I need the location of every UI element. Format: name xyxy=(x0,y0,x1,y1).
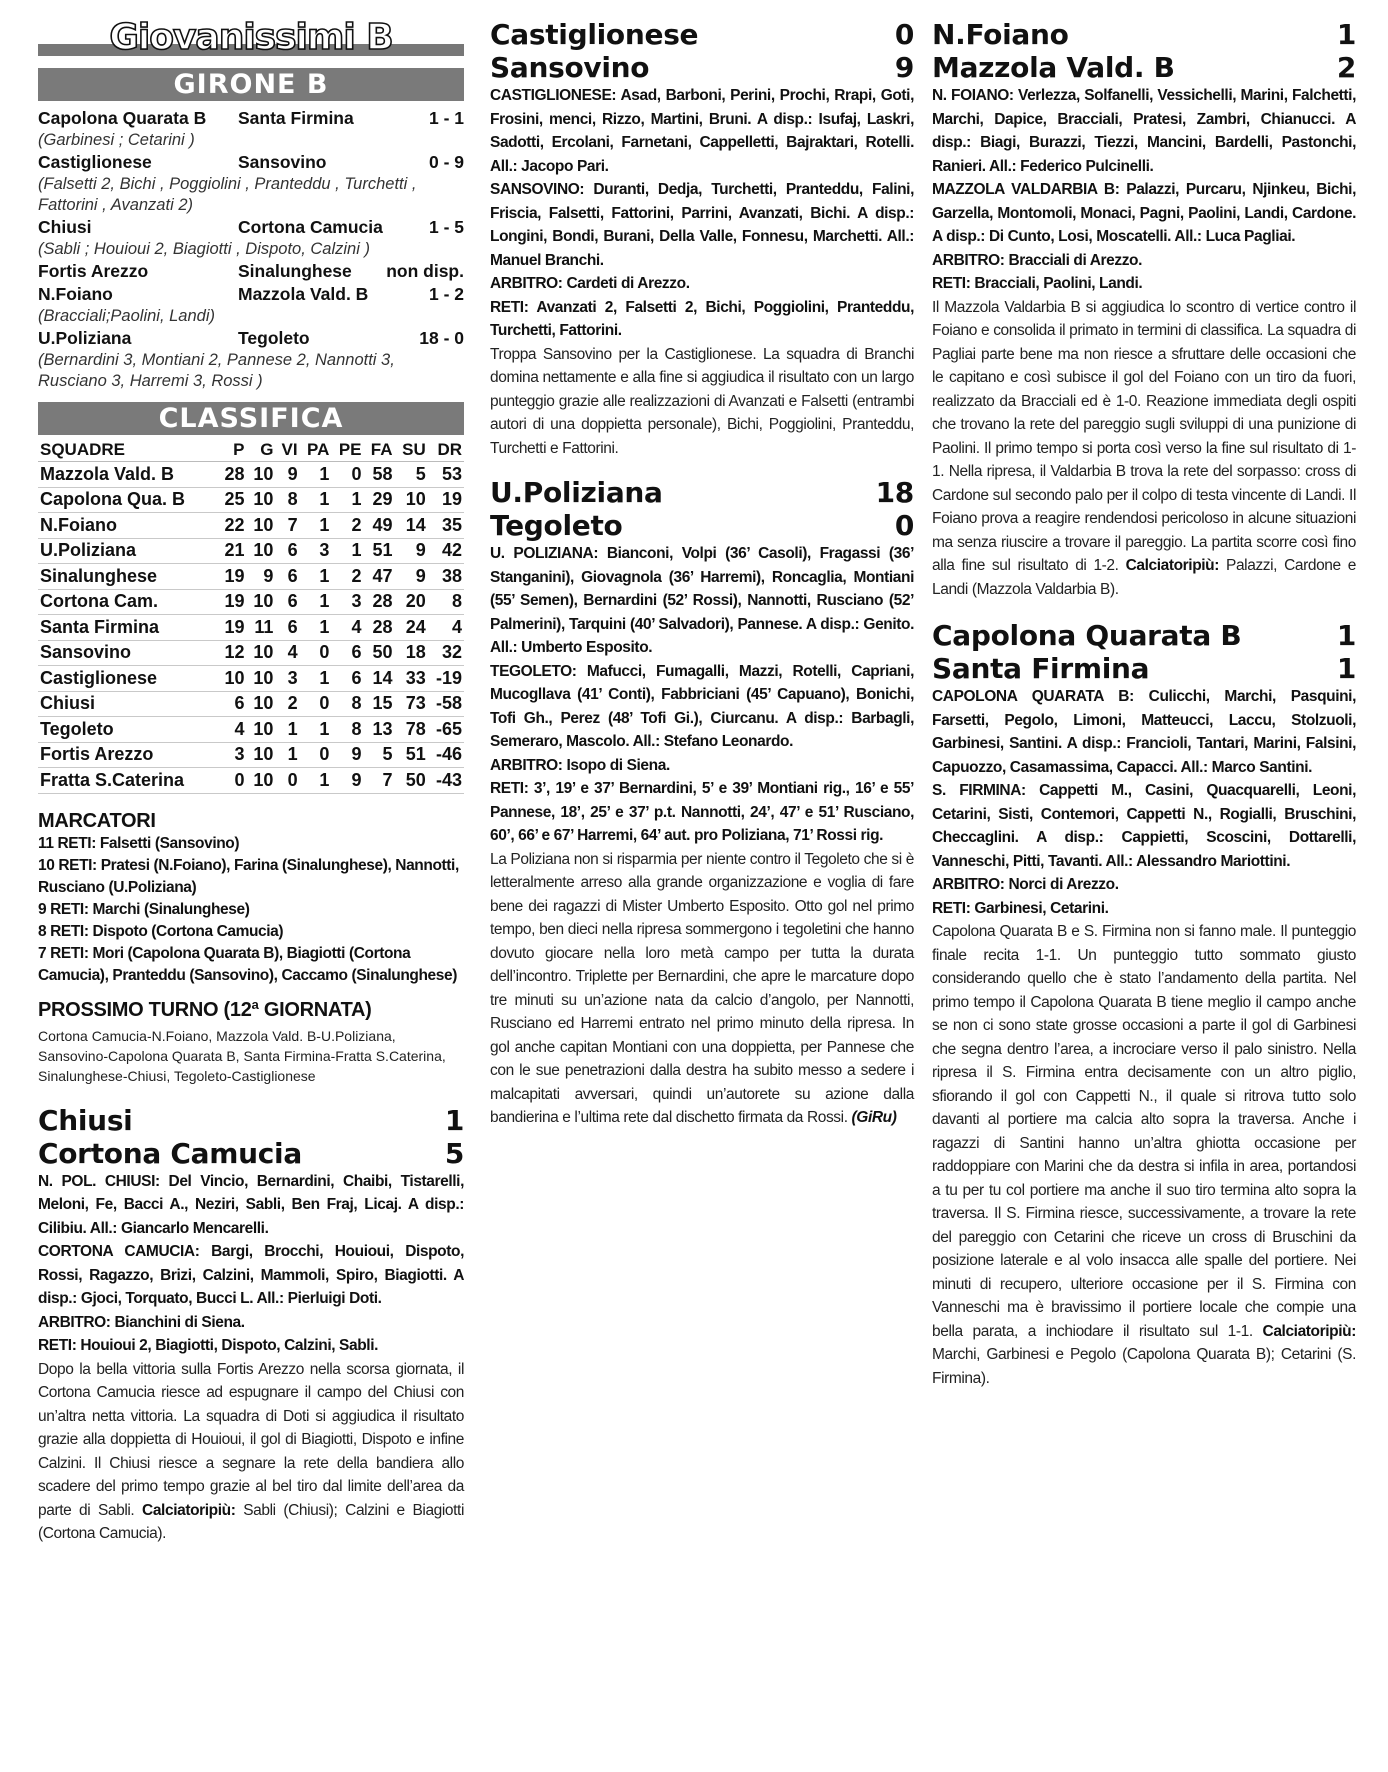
team-cell: Capolona Qua. B xyxy=(38,487,218,513)
result-item: U.Poliziana Tegoleto 18 - 0 (Bernardini 3, Montiani 2, Pannese 2, Nannotti 3, Rusciano 3, Harremi 3, Rossi ) xyxy=(38,328,464,390)
stat-cell: 58 xyxy=(364,462,395,488)
section-title: Giovanissimi B xyxy=(38,18,464,58)
stat-cell: 19 xyxy=(428,487,464,513)
stat-cell: 21 xyxy=(218,538,247,564)
stat-cell: 1 xyxy=(275,717,299,743)
team-cell: Cortona Cam. xyxy=(38,589,218,615)
team-cell: Mazzola Vald. B xyxy=(38,462,218,488)
referee: ARBITRO: Norci di Arezzo. xyxy=(932,876,1119,893)
stat-cell: 28 xyxy=(364,615,395,641)
stat-cell: 11 xyxy=(246,615,275,641)
stat-cell: 6 xyxy=(275,589,299,615)
referee: ARBITRO: Bianchini di Siena. xyxy=(38,1313,245,1331)
stat-cell: 0 xyxy=(275,768,299,794)
column-middle xyxy=(490,18,914,1130)
match-report-capolona xyxy=(932,619,1356,1390)
goals: RETI: Garbinesi, Cetarini. xyxy=(932,899,1109,917)
goals: RETI: Bracciali, Paolini, Landi. xyxy=(932,275,1143,292)
match-line-away: Santa Firmina 1 xyxy=(932,652,1356,685)
stat-cell: 4 xyxy=(428,615,464,641)
stat-cell: 53 xyxy=(428,462,464,488)
match-line-home: Chiusi 1 xyxy=(38,1103,464,1137)
stat-cell: 19 xyxy=(218,615,247,641)
stat-cell: 6 xyxy=(275,564,299,590)
stat-cell: 29 xyxy=(364,487,395,513)
home-lineup: N. FOIANO: Verlezza, Solfanelli, Vessichelli, Marini, Falchetti, Marchi, Dapice, Bracciali, Pratesi, Zambri, Chianucci. A disp.: Biagi, Burazzi, Tiezzi, Mancini, Bardelli, Pastonchi, Ranieri. All.: Federico Pulcinelli. xyxy=(932,87,1356,175)
away-lineup: S. FIRMINA: Cappetti M., Casini, Quacquarelli, Leoni, Cetarini, Sisti, Contemori, Cappetti N., Rogialli, Bruschini, Checcaglini. A disp.: Cappietti, Scoscini, Dottarelli, Vanneschi, Pitti, Tavanti. All.: Alessandro Mariottini. xyxy=(932,782,1356,870)
stat-cell: 9 xyxy=(246,564,275,590)
stat-cell: -58 xyxy=(428,691,464,717)
list-item: 11 RETI: Falsetti (Sansovino) xyxy=(38,834,240,852)
stat-cell: 9 xyxy=(395,538,428,564)
stat-cell: 0 xyxy=(300,640,332,666)
match-report-poliziana xyxy=(490,476,914,1130)
stat-cell: 22 xyxy=(218,513,247,539)
stat-cell: 19 xyxy=(218,589,247,615)
stat-cell: 35 xyxy=(428,513,464,539)
team-cell: U.Poliziana xyxy=(38,538,218,564)
home-lineup: CASTIGLIONESE: Asad, Barboni, Perini, Prochi, Rrapi, Goti, Frosini, menci, Rizzo, Martini, Bruni. A disp.: Isufaj, Laskri, Sadotti, Ercolani, Farnetani, Cappelletti, Bajraktari, Rotelli. All.: Jacopo Pari. xyxy=(490,87,914,175)
match-report-chiusi xyxy=(38,1104,464,1546)
team-cell: Fortis Arezzo xyxy=(38,742,218,768)
stat-cell: 0 xyxy=(300,742,332,768)
stat-cell: 51 xyxy=(395,742,428,768)
goals: RETI: Avanzati 2, Falsetti 2, Bichi, Poggiolini, Pranteddu, Turchetti, Fattorini. xyxy=(490,298,914,339)
stat-cell: 3 xyxy=(300,538,332,564)
match-line-away: Mazzola Vald. B 2 xyxy=(932,51,1356,84)
match-story: Il Mazzola Valdarbia B si aggiudica lo scontro di vertice contro il Foiano e consolida il primato in termini di classifica. La squadra di Pagliai parte bene ma non riesce a sfruttare delle occasioni che le capitano e così subisce il gol del Foiano con un tiro da fuori, realizzato da Bracciali ed è 1-0. Reazione immediata degli ospiti che trovano la rete del pareggio sugli sviluppi di una punizione di Paolini. Il primo tempo si porta così verso la fine sul risultato di 1-1. Nella ripresa, il Valdarbia B trova la rete del sorpasso: cross di Cardone sul secondo palo per il colpo di testa vincente di Landi. Il Foiano prova a reagire rendendosi pericoloso in alcune situazioni ma senza riuscire a trovare il pareggio. La partita scorre così fino alla fine sul risultato di 1-2. Calciatoripiù: Palazzi, Cardone e Landi (Mazzola Valdarbia B). xyxy=(932,298,1356,598)
stat-cell: 15 xyxy=(364,691,395,717)
home-lineup: CAPOLONA QUARATA B: Culicchi, Marchi, Pasquini, Farsetti, Pegolo, Limoni, Matteucci, Laccu, Stolzuoli, Garbinesi, Santini. A disp.: Francioli, Tantari, Marini, Falsini, Capuozzo, Casamassima, Capacci. All.: Marco Santini. xyxy=(932,688,1356,776)
stat-cell: 1 xyxy=(300,666,332,692)
stat-cell: 28 xyxy=(218,462,247,488)
stat-cell: 0 xyxy=(331,462,363,488)
away-lineup: MAZZOLA VALDARBIA B: Palazzi, Purcaru, Njinkeu, Bichi, Garzella, Montomoli, Monaci, Pagni, Paolini, Landi, Cardone. A disp.: Di Cunto, Losi, Moscatelli. All.: Luca Pagliai. xyxy=(932,181,1356,245)
stat-cell: 47 xyxy=(364,564,395,590)
stat-cell: 6 xyxy=(331,666,363,692)
stat-cell: 6 xyxy=(275,538,299,564)
stat-cell: 10 xyxy=(395,487,428,513)
results-list xyxy=(38,107,464,392)
team-cell: N.Foiano xyxy=(38,513,218,539)
column-left xyxy=(38,18,464,1546)
stat-cell: 1 xyxy=(300,462,332,488)
stat-cell: 1 xyxy=(300,768,332,794)
stat-cell: -65 xyxy=(428,717,464,743)
stat-cell: 6 xyxy=(275,615,299,641)
stat-cell: 50 xyxy=(395,768,428,794)
stat-cell: 9 xyxy=(331,768,363,794)
match-story: Dopo la bella vittoria sulla Fortis Arezzo nella scorsa giornata, il Cortona Camucia riesce ad espugnare il campo del Chiusi con un’altra netta vittoria. La squadra di Doti si aggiudica il risultato grazie alla doppietta di Houioui, il gol di Biagiotti, Dispoto e infine Calzini. Il Chiusi riesce a segnare la rete della bandiera allo scadere del primo tempo grazie al bel tiro dal limite dell’area da parte di Sabli. Calciatoripiù: Sabli (Chiusi); Calzini e Biagiotti (Cortona Camucia). xyxy=(38,1360,464,1542)
table-row xyxy=(38,487,464,513)
match-story: Troppa Sansovino per la Castiglionese. La squadra di Branchi domina nettamente e alla fine si aggiudica il risultato con un largo punteggio grazie alle realizzazioni di Avanzati e Falsetti (entrambi autori di una doppietta personale), Bichi, Poggiolini, Pranteddu, Turchetti e Fattorini. xyxy=(490,345,914,457)
stat-cell: 10 xyxy=(246,691,275,717)
match-line-away: Cortona Camucia 5 xyxy=(38,1136,464,1170)
stat-cell: 9 xyxy=(275,462,299,488)
table-header-row: SQUADRE P G VI PA PE FA SU DR xyxy=(38,439,464,462)
match-report-foiano xyxy=(932,18,1356,601)
stat-cell: 10 xyxy=(246,487,275,513)
match-story: Capolona Quarata B e S. Firmina non si fanno male. Il punteggio finale recita 1-1. Un punteggio tutto sommato giusto considerando quello che è stato l’andamento della partita. Nel primo tempo il Capolona Quarata B tiene meglio il campo anche se non ci sono state grosse occasioni a parte il gol di Garbinesi che segna dentro l’area, a incrociare verso il palo sinistro. Nella ripresa il S. Firmina entra decisamente con un altro piglio, sfiorando il gol con Cappetti N., il quale si ritrova tutto solo davanti al portiere ma calcia alto sopra la traversa. Anche i ragazzi di Santini hanno un’altra ghiotta occasione per raddoppiare con Marini che da destra si infila in area, portandosi a tu per tu col portiere ma anche il suo tiro termina alto sopra la traversa. Il S. Firmina riesce, successivamente, a trovare la rete del pareggio con Cetarini che riceve un cross di Bruschini da posizione laterale e al volo insacca alle spalle del portiere. Nei minuti di recupero, ulteriore occasione per il S. Firmina con Vanneschi ma è bravissimo il portiere locale che compie una bella parata, a inchiodare il risultato sul 1-1. Calciatoripiù: Marchi, Garbinesi e Pegolo (Capolona Quarata B); Cetarini (S. Firmina). xyxy=(932,923,1356,1387)
stat-cell: 1 xyxy=(331,487,363,513)
stat-cell: -46 xyxy=(428,742,464,768)
stat-cell: 1 xyxy=(331,538,363,564)
stat-cell: 51 xyxy=(364,538,395,564)
table-row xyxy=(38,742,464,768)
standings-body xyxy=(38,462,464,794)
author-signature: (GiRu) xyxy=(851,1109,897,1126)
stat-cell: 28 xyxy=(364,589,395,615)
table-row xyxy=(38,589,464,615)
list-item: 10 RETI: Pratesi (N.Foiano), Farina (Sinalunghese), Nannotti, Rusciano (U.Poliziana) xyxy=(38,856,459,896)
stat-cell: 0 xyxy=(218,768,247,794)
standings-table xyxy=(38,439,464,794)
home-lineup: U. POLIZIANA: Bianconi, Volpi (36’ Casoli), Fragassi (36’ Stanganini), Giovagnola (36’ Harremi), Roncaglia, Montiani (55’ Semen), Bernardini (52’ Rossi), Nannotti, Rusciano (52’ Palmerini), Tarquini (40’ Salvadori), Pannese. A disp.: Genito. All.: Umberto Esposito. xyxy=(490,545,914,656)
team-cell: Chiusi xyxy=(38,691,218,717)
result-item: Castiglionese Sansovino 0 - 9 (Falsetti 2, Bichi , Poggiolini , Pranteddu , Turchetti , Fattorini , Avanzati 2) xyxy=(38,152,464,214)
stat-cell: 24 xyxy=(395,615,428,641)
stat-cell: 6 xyxy=(218,691,247,717)
stat-cell: 33 xyxy=(395,666,428,692)
stat-cell: 8 xyxy=(275,487,299,513)
stat-cell: 3 xyxy=(275,666,299,692)
goals: RETI: Houioui 2, Biagiotti, Dispoto, Calzini, Sabli. xyxy=(38,1337,379,1354)
stat-cell: 1 xyxy=(300,487,332,513)
table-row xyxy=(38,564,464,590)
stat-cell: 10 xyxy=(246,538,275,564)
stat-cell: 32 xyxy=(428,640,464,666)
stat-cell: 4 xyxy=(331,615,363,641)
stat-cell: 1 xyxy=(275,742,299,768)
stat-cell: 4 xyxy=(275,640,299,666)
away-lineup: SANSOVINO: Duranti, Dedja, Turchetti, Pranteddu, Falini, Friscia, Falsetti, Fattorini, Parrini, Avanzati, Bichi. A disp.: Longini, Bondi, Burani, Della Valle, Fonnesu, Marchetti. All.: Manuel Branchi. xyxy=(490,181,914,269)
stat-cell: 10 xyxy=(246,462,275,488)
stat-cell: 10 xyxy=(246,640,275,666)
column-right xyxy=(932,18,1356,1390)
prossimo-turno-text: Cortona Camucia-N.Foiano, Mazzola Vald. B-U.Poliziana, Sansovino-Capolona Quarata B, Santa Firmina-Fratta S.Caterina, Sinalunghese-Chiusi, Tegoleto-Castiglionese xyxy=(38,1027,446,1084)
stat-cell: 5 xyxy=(395,462,428,488)
classifica-header: CLASSIFICA xyxy=(38,402,464,435)
stat-cell: 8 xyxy=(331,717,363,743)
stat-cell: 10 xyxy=(246,742,275,768)
stat-cell: 10 xyxy=(218,666,247,692)
match-line-home: N.Foiano 1 xyxy=(932,18,1356,51)
stat-cell: 14 xyxy=(364,666,395,692)
stat-cell: 50 xyxy=(364,640,395,666)
table-row xyxy=(38,717,464,743)
stat-cell: 10 xyxy=(246,666,275,692)
stat-cell: 2 xyxy=(331,513,363,539)
marcatori-title: MARCATORI xyxy=(38,809,156,832)
referee: ARBITRO: Cardeti di Arezzo. xyxy=(490,275,690,292)
stat-cell: 25 xyxy=(218,487,247,513)
team-cell: Sinalunghese xyxy=(38,564,218,590)
stat-cell: 18 xyxy=(395,640,428,666)
stat-cell: 0 xyxy=(300,691,332,717)
result-item: Capolona Quarata B Santa Firmina 1 - 1 (Garbinesi ; Cetarini ) xyxy=(38,108,464,149)
stat-cell: 10 xyxy=(246,768,275,794)
stat-cell: 8 xyxy=(331,691,363,717)
away-lineup: TEGOLETO: Mafucci, Fumagalli, Mazzi, Rotelli, Capriani, Mucogllava (41’ Conti), Fabbriciani (45’ Capuano), Bonichi, Tofi Gh., Perez (48’ Tofi Gi.), Ciurcanu. A disp.: Barbagli, Semeraro, Mascolo. All.: Stefano Leonardo. xyxy=(490,662,914,750)
list-item: 9 RETI: Marchi (Sinalunghese) xyxy=(38,900,250,918)
match-line-home: Castiglionese 0 xyxy=(490,18,914,51)
stat-cell: 3 xyxy=(218,742,247,768)
team-cell: Santa Firmina xyxy=(38,615,218,641)
result-item: N.Foiano Mazzola Vald. B 1 - 2 (Bracciali;Paolini, Landi) xyxy=(38,284,464,325)
table-row xyxy=(38,462,464,488)
stat-cell: 38 xyxy=(428,564,464,590)
stat-cell: 2 xyxy=(331,564,363,590)
away-lineup: CORTONA CAMUCIA: Bargi, Brocchi, Houioui, Dispoto, Rossi, Ragazzo, Brizi, Calzini, Mammoli, Spiro, Biagiotti. A disp.: Gjoci, Torquato, Bucci L. All.: Pierluigi Doti. xyxy=(38,1243,464,1307)
stat-cell: -43 xyxy=(428,768,464,794)
team-cell: Tegoleto xyxy=(38,717,218,743)
marcatori-list xyxy=(38,833,464,987)
stat-cell: 12 xyxy=(218,640,247,666)
table-row xyxy=(38,615,464,641)
table-row xyxy=(38,513,464,539)
stat-cell: 10 xyxy=(246,513,275,539)
stat-cell: 8 xyxy=(428,589,464,615)
stat-cell: 42 xyxy=(428,538,464,564)
prossimo-turno-title: PROSSIMO TURNO (12ª GIORNATA) xyxy=(38,998,372,1021)
match-line-away: Tegoleto 0 xyxy=(490,509,914,542)
match-line-away: Sansovino 9 xyxy=(490,51,914,84)
match-line-home: Capolona Quarata B 1 xyxy=(932,619,1356,652)
stat-cell: 7 xyxy=(364,768,395,794)
result-item: Fortis Arezzo Sinalunghese non disp. xyxy=(38,261,464,281)
stat-cell: 10 xyxy=(246,589,275,615)
list-item: 7 RETI: Mori (Capolona Quarata B), Biagiotti (Cortona Camucia), Pranteddu (Sansovino), Caccamo (Sinalunghese) xyxy=(38,944,457,984)
table-row xyxy=(38,538,464,564)
stat-cell: 4 xyxy=(218,717,247,743)
stat-cell: 9 xyxy=(331,742,363,768)
result-item: Chiusi Cortona Camucia 1 - 5 (Sabli ; Houioui 2, Biagiotti , Dispoto, Calzini ) xyxy=(38,217,464,258)
stat-cell: 1 xyxy=(300,564,332,590)
stat-cell: 6 xyxy=(331,640,363,666)
referee: ARBITRO: Isopo di Siena. xyxy=(490,756,670,774)
stat-cell: 2 xyxy=(275,691,299,717)
table-row xyxy=(38,768,464,794)
team-cell: Fratta S.Caterina xyxy=(38,768,218,794)
stat-cell: 1 xyxy=(300,589,332,615)
stat-cell: -19 xyxy=(428,666,464,692)
stat-cell: 1 xyxy=(300,615,332,641)
goals: RETI: 3’, 19’ e 37’ Bernardini, 5’ e 39’ Montiani rig., 16’ e 55’ Pannese, 18’, 25’ e 37’ p.t. Nannotti, 24’, 47’ e 51’ Rusciano, 60’, 66’ e 67’ Harremi, 64’ aut. pro Poliziana, 71’ Rossi rig. xyxy=(490,780,914,844)
stat-cell: 13 xyxy=(364,717,395,743)
table-row xyxy=(38,691,464,717)
stat-cell: 20 xyxy=(395,589,428,615)
match-line-home: U.Poliziana 18 xyxy=(490,476,914,509)
match-report-castiglionese xyxy=(490,18,914,460)
stat-cell: 19 xyxy=(218,564,247,590)
list-item: 8 RETI: Dispoto (Cortona Camucia) xyxy=(38,922,284,940)
home-lineup: N. POL. CHIUSI: Del Vincio, Bernardini, Chaibi, Tistarelli, Meloni, Fe, Bacci A., Neziri, Sabli, Ben Fraj, Licaj. A disp.: Cilibiu. All.: Giancarlo Mencarelli. xyxy=(38,1172,464,1237)
stat-cell: 3 xyxy=(331,589,363,615)
stat-cell: 9 xyxy=(395,564,428,590)
stat-cell: 1 xyxy=(300,717,332,743)
stat-cell: 78 xyxy=(395,717,428,743)
girone-header: GIRONE B xyxy=(38,68,464,101)
referee: ARBITRO: Bracciali di Arezzo. xyxy=(932,251,1143,269)
stat-cell: 5 xyxy=(364,742,395,768)
stat-cell: 1 xyxy=(300,513,332,539)
table-row xyxy=(38,640,464,666)
team-cell: Sansovino xyxy=(38,640,218,666)
table-row xyxy=(38,666,464,692)
match-story: La Poliziana non si risparmia per niente contro il Tegoleto che si è letteralmente arreso alla grande organizzazione e voglia di fare bene dei ragazzi di Mister Umberto Esposito. Otto gol nel primo tempo, ben dieci nella ripresa sommergono i tegoletini che hanno dovuto giocare nella loro metà campo per tutta la durata dell’incontro. Triplette per Bernardini, che apre le marcature dopo tre minuti su un’azione nata da calcio d’angolo, per Nannotti, Rusciano ed Harremi entrato nel primo minuto della ripresa. In gol anche capitan Montiani con una doppietta, per Pannese che con le sue penetrazioni dalla destra ha subito messo a sedere i malcapitati avversari, quindi un’autorete su azione dalla bandierina e l’ultima rete dal dischetto firmata da Rossi. (GiRu) xyxy=(490,850,914,1126)
stat-cell: 49 xyxy=(364,513,395,539)
stat-cell: 73 xyxy=(395,691,428,717)
stat-cell: 7 xyxy=(275,513,299,539)
team-cell: Castiglionese xyxy=(38,666,218,692)
stat-cell: 14 xyxy=(395,513,428,539)
stat-cell: 10 xyxy=(246,717,275,743)
